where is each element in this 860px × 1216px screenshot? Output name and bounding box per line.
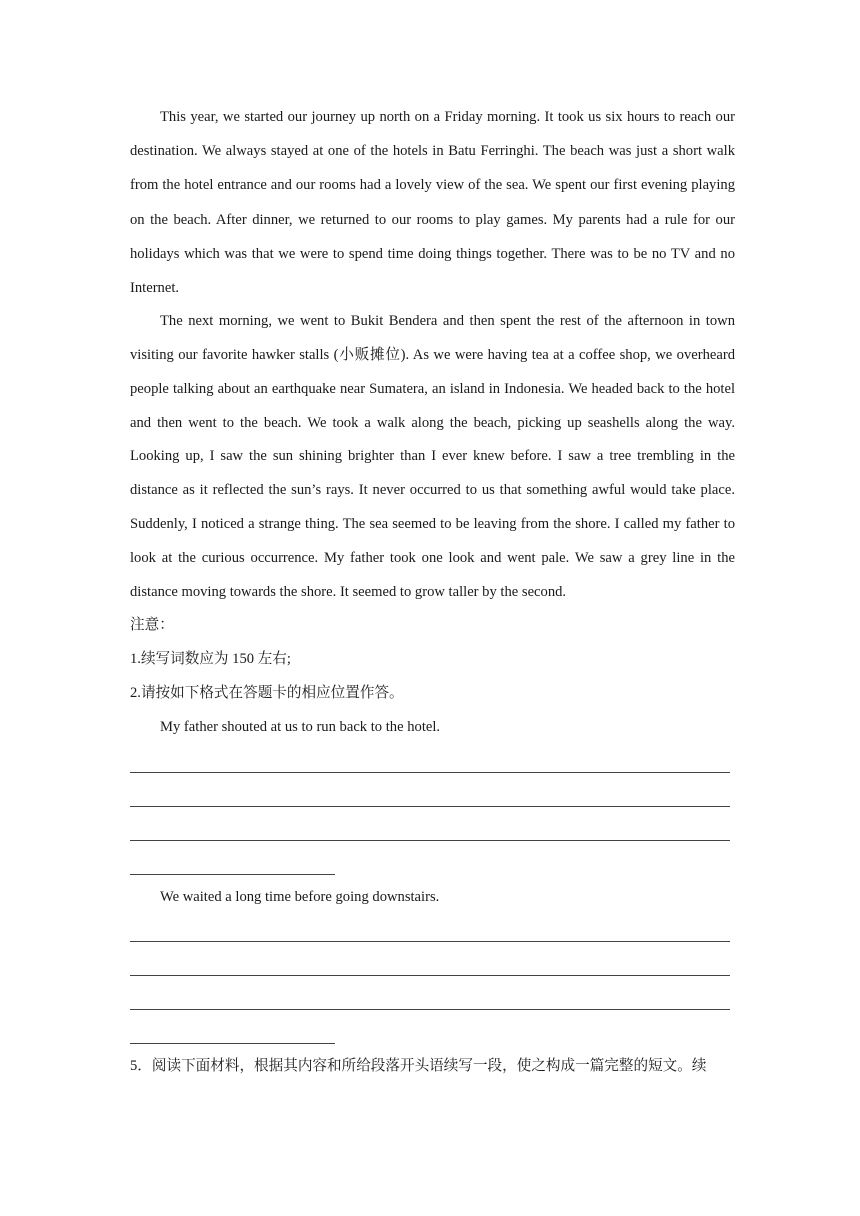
answer-line <box>130 948 735 982</box>
story-paragraph-2: The next morning, we went to Bukit Bendera and then spent the rest of the afternoon in town visiting our favorite hawker stalls (小贩摊位). As we were having tea at a coffee shop, we overheard people talking about an earthquake near Sumatera, an island in Indonesia. We headed back to the hotel and then went to the beach. We took a walk along the beach, picking up seashells along the way. Looking up, I saw the sun shining brighter than I ever knew before. I saw a tree trembling in the distance as it reflected the sun’s rays. It never occurred to us that something awful would take place. Suddenly, I noticed a strange thing. The sea seemed to be leaving from the shore. I called my father to look at the curious occurrence. My father took one look and went pale. We saw a grey line in the distance moving towards the shore. It seemed to grow taller by the second. <box>130 313 735 600</box>
note-item-1: 1.续写词数应为 150 左右; <box>130 651 291 668</box>
answer-line <box>130 982 735 1016</box>
answer-line <box>130 914 735 948</box>
answer-line-short <box>130 1016 735 1050</box>
answer-line-short <box>130 847 735 881</box>
answer-line <box>130 813 735 847</box>
answer-line <box>130 745 735 779</box>
document-page <box>130 100 735 1084</box>
paragraph-starter-2: We waited a long time before going downstairs. <box>160 888 440 905</box>
story-paragraph-1: This year, we started our journey up north on a Friday morning. It took us six hours to reach our destination. We always stayed at one of the hotels in Batu Ferringhi. The beach was just a short walk from the hotel entrance and our rooms had a lovely view of the sea. We spent our first evening playing on the beach. After dinner, we returned to our rooms to play games. My parents had a rule for our holidays which was that we were to spend time doing things together. There was to be no TV and no Internet. <box>130 109 735 297</box>
note-item-2: 2.请按如下格式在答题卡的相应位置作答。 <box>130 684 404 701</box>
notes-title: 注意： <box>130 617 174 634</box>
paragraph-starter-1: My father shouted at us to run back to the hotel. <box>160 718 441 735</box>
answer-line <box>130 779 735 813</box>
next-question-text: 5．阅读下面材料，根据其内容和所给段落开头语续写一段，使之构成一篇完整的短文。续 <box>130 1058 707 1075</box>
